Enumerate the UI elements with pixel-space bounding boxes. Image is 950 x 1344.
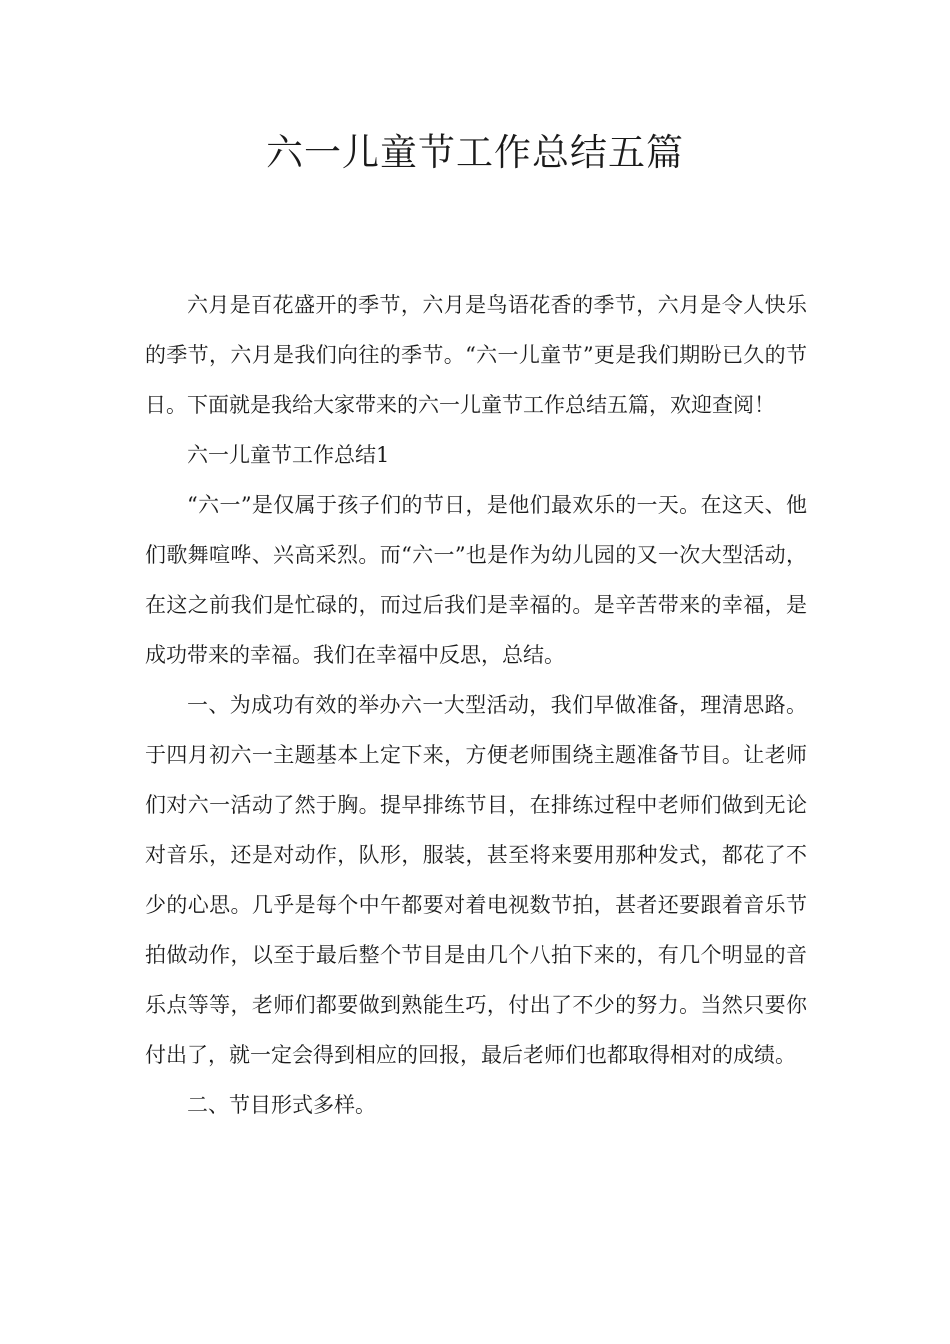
document-body bbox=[145, 280, 807, 1130]
section-heading-1: 六一儿童节工作总结1 bbox=[187, 443, 390, 467]
paragraph-intro: 六月是百花盛开的季节，六月是鸟语花香的季节，六月是令人快乐的季节，六月是我们向往的季节。“六一儿童节”更是我们期盼已久的节日。下面就是我给大家带来的六一儿童节工作总结五篇，欢迎查阅！ bbox=[145, 293, 807, 417]
paragraph-3: 二、节目形式多样。 bbox=[187, 1093, 376, 1117]
paragraph-1: “六一”是仅属于孩子们的节日，是他们最欢乐的一天。在这天、他们歌舞喧哗、兴高采烈。而“六一”也是作为幼儿园的又一次大型活动，在这之前我们是忙碌的，而过后我们是幸福的。是辛苦带来的幸福，是成功带来的幸福。我们在幸福中反思，总结。 bbox=[145, 493, 807, 667]
document-title: 六一儿童节工作总结五篇 bbox=[266, 131, 684, 174]
paragraph-2: 一、为成功有效的举办六一大型活动，我们早做准备，理清思路。于四月初六一主题基本上定下来，方便老师围绕主题准备节目。让老师们对六一活动了然于胸。提早排练节目，在排练过程中老师们做到无论对音乐，还是对动作，队形，服装，甚至将来要用那种发式，都花了不少的心思。几乎是每个中午都要对着电视数节拍，甚者还要跟着音乐节拍做动作，以至于最后整个节目是由几个八拍下来的，有几个明显的音乐点等等，老师们都要做到熟能生巧，付出了不少的努力。当然只要你付出了，就一定会得到相应的回报，最后老师们也都取得相对的成绩。 bbox=[145, 693, 807, 1067]
